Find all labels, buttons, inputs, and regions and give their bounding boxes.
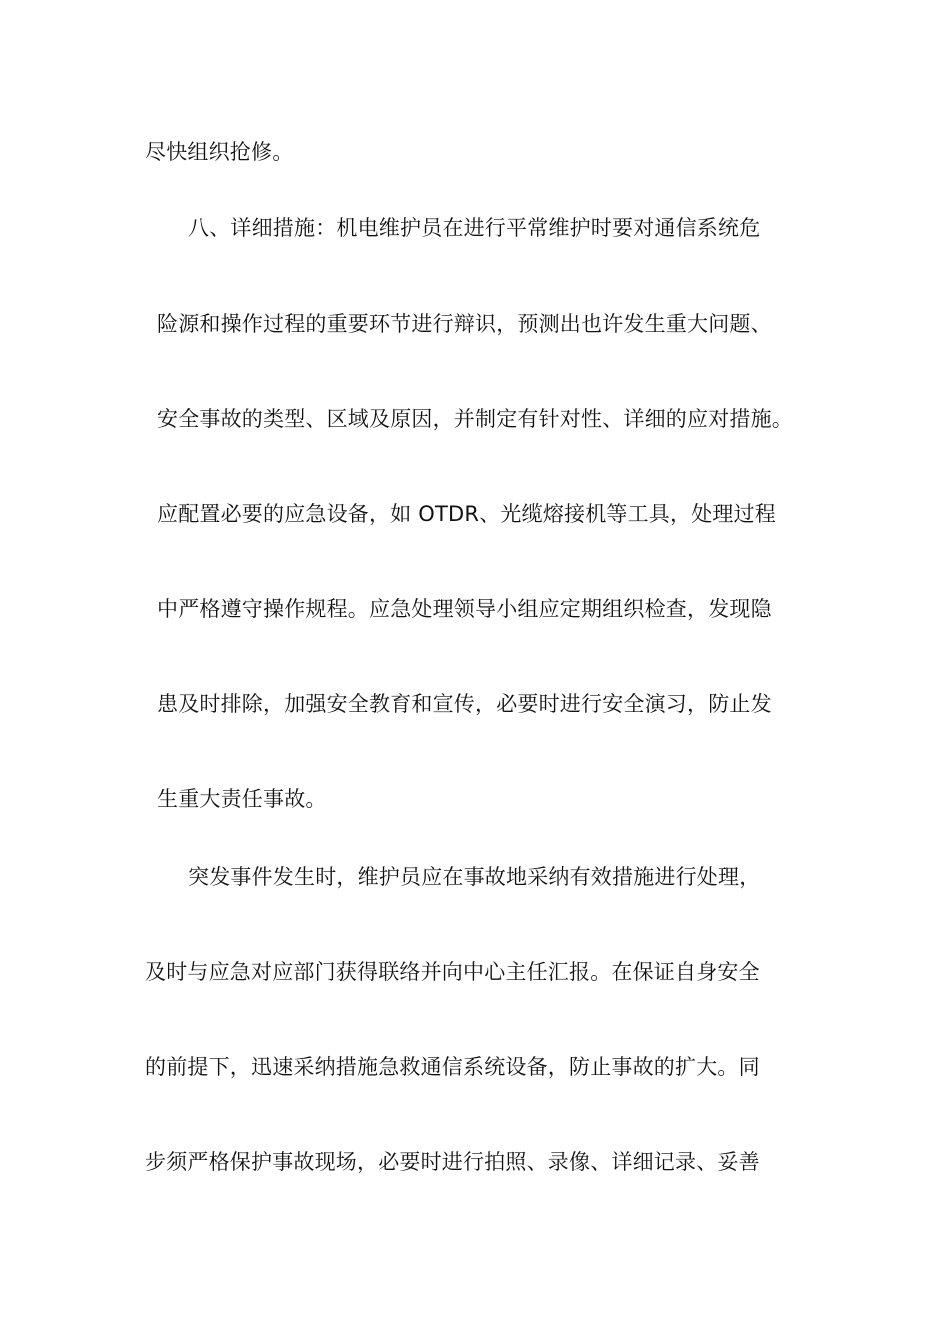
text-line-4: 安全事故的类型、区域及原因，并制定有针对性、详细的应对措施。 [157,407,793,431]
text-line-6: 中严格遵守操作规程。应急处理领导小组应定期组织检查，发现隐 [157,597,772,621]
text-line-12: 步须严格保护事故现场，必要时进行拍照、录像、详细记录、妥善 [145,1150,760,1174]
text-line-2: 八、详细措施：机电维护员在进行平常维护时要对通信系统危 [188,216,761,240]
text-line-11: 的前提下，迅速采纳措施急救通信系统设备，防止事故的扩大。同 [145,1055,760,1079]
text-line-3: 险源和操作过程的重要环节进行辩识，预测出也许发生重大问题、 [157,312,772,336]
text-line-5: 应配置必要的应急设备，如 OTDR、光缆熔接机等工具，处理过程 [157,502,776,526]
text-line-9: 突发事件发生时，维护员应在事故地采纳有效措施进行处理， [188,865,761,889]
text-line-7: 患及时排除，加强安全教育和宣传，必要时进行安全演习，防止发 [157,692,772,716]
text-line-10: 及时与应急对应部门获得联络并向中心主任汇报。在保证自身安全 [145,960,760,984]
text-line-1: 尽快组织抢修。 [145,140,294,164]
text-line-8: 生重大责任事故。 [157,787,327,811]
